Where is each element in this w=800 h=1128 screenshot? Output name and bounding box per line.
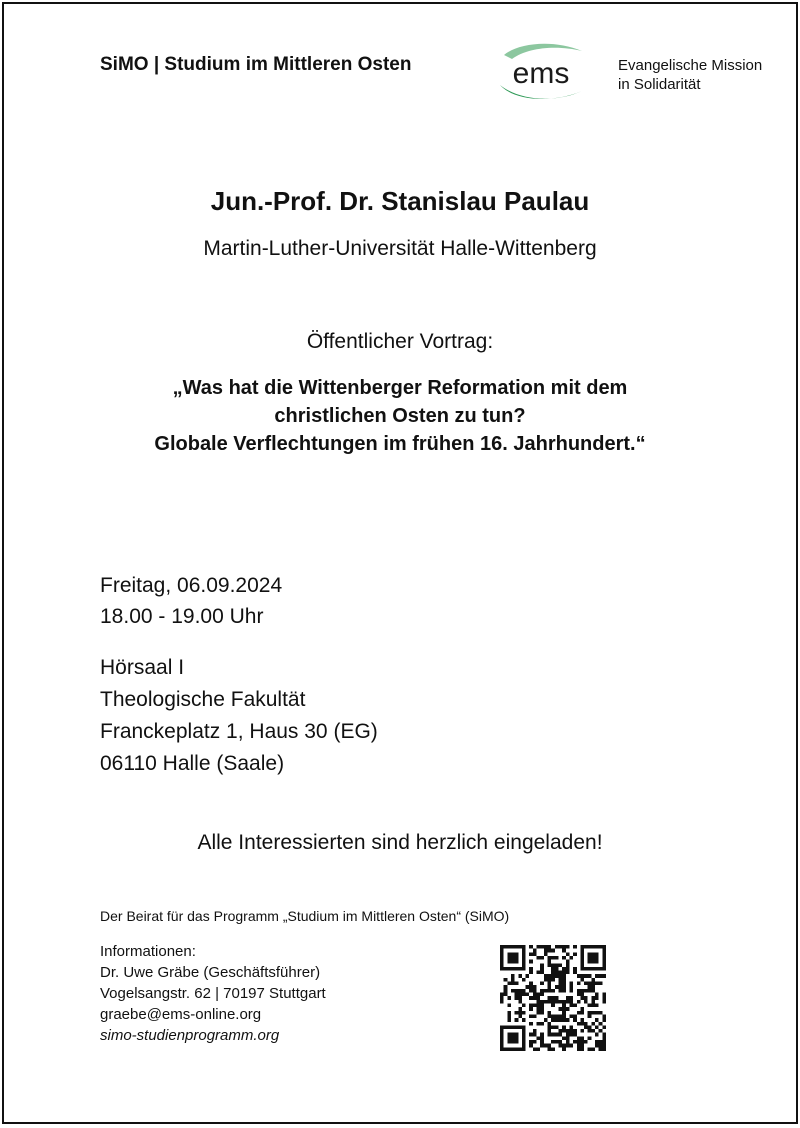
info-label: Informationen: (100, 943, 196, 960)
lecture-title-line: Globale Verflechtungen im frühen 16. Jahrhundert.“ (154, 433, 646, 455)
organization-name (618, 56, 762, 94)
event-datetime (100, 570, 282, 632)
event-time: 18.00 - 19.00 Uhr (100, 605, 264, 628)
contact-website[interactable]: simo-studienprogramm.org (100, 1027, 280, 1044)
program-header: SiMO | Studium im Mittleren Osten (100, 54, 412, 75)
event-date: Freitag, 06.09.2024 (100, 574, 283, 597)
lecture-title-line: christlichen Osten zu tun? (274, 405, 526, 427)
lecture-title (4, 374, 796, 458)
contact-person: Dr. Uwe Gräbe (Geschäftsführer) (100, 964, 321, 981)
speaker-affiliation: Martin-Luther-Universität Halle-Wittenberg (203, 237, 597, 260)
venue-line: Theologische Fakultät (100, 688, 306, 711)
lecture-title-line: „Was hat die Wittenberger Reformation mit dem (172, 377, 628, 399)
org-line-2: in Solidarität (618, 76, 701, 93)
contact-block (100, 941, 326, 1046)
invitation-text: Alle Interessierten sind herzlich eingeladen! (197, 831, 603, 854)
event-venue (100, 652, 378, 780)
logo-text: ems (512, 57, 570, 90)
venue-line: 06110 Halle (Saale) (100, 752, 285, 775)
lecture-label: Öffentlicher Vortrag: (306, 330, 494, 353)
contact-email[interactable]: graebe@ems-online.org (100, 1006, 262, 1023)
venue-line: Hörsaal I (100, 656, 185, 679)
poster-page (2, 2, 798, 1124)
speaker-name: Jun.-Prof. Dr. Stanislau Paulau (210, 186, 590, 216)
board-line: Der Beirat für das Programm „Studium im Mittleren Osten“ (SiMO) (100, 908, 510, 924)
contact-address: Vogelsangstr. 62 | 70197 Stuttgart (100, 985, 326, 1002)
qr-code (500, 945, 606, 1051)
venue-line: Franckeplatz 1, Haus 30 (EG) (100, 720, 378, 743)
ems-logo (498, 41, 584, 103)
org-line-1: Evangelische Mission (618, 57, 763, 74)
